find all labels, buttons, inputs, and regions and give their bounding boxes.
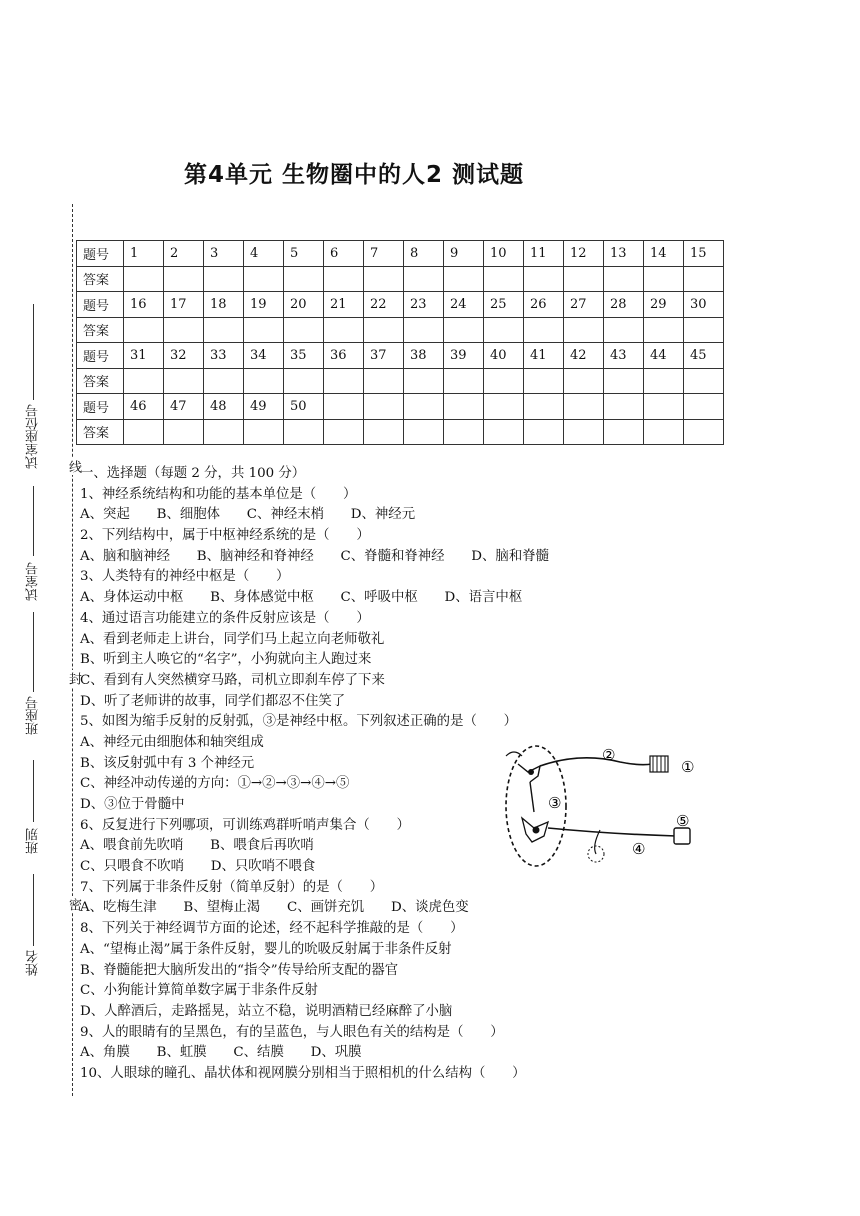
question-number-cell: 16: [124, 292, 164, 318]
question-number-cell: [404, 394, 444, 420]
label-1: ①: [681, 758, 695, 776]
question-line: 9、人的眼睛有的呈黑色，有的呈蓝色，与人眼色有关的结构是（ ）: [80, 1024, 504, 1040]
answer-cell[interactable]: [684, 419, 724, 445]
answer-cell[interactable]: [204, 317, 244, 343]
question-number-cell: 50: [284, 394, 324, 420]
question-number-cell: 45: [684, 343, 724, 369]
question-number-cell: 49: [244, 394, 284, 420]
question-number-cell: 47: [164, 394, 204, 420]
question-number-cell: 8: [404, 241, 444, 267]
question-line: 4、通过语言功能建立的条件反射应该是（ ）: [80, 610, 370, 626]
question-number-cell: 20: [284, 292, 324, 318]
exam-room-label: 试室号: [26, 562, 41, 601]
question-number-row: [77, 241, 724, 267]
receptor: [650, 756, 668, 772]
question-number-cell: 14: [644, 241, 684, 267]
name-label: 姓名: [26, 950, 41, 976]
question-line: C、看到有人突然横穿马路，司机立即刹车停了下来: [80, 672, 385, 688]
answer-cell[interactable]: [484, 266, 524, 292]
section-heading: 一、选择题（每题 2 分，共 100 分）: [80, 466, 306, 481]
question-line: A、喂食前先吹哨 B、喂食后再吹哨: [80, 838, 314, 854]
question-line: A、神经元由细胞体和轴突组成: [80, 734, 264, 750]
question-line: C、小狗能计算简单数字属于非条件反射: [80, 983, 318, 999]
answer-cell[interactable]: [164, 368, 204, 394]
question-number-cell: 35: [284, 343, 324, 369]
question-line: D、听了老师讲的故事，同学们都忍不住笑了: [80, 693, 346, 709]
answer-cell[interactable]: [164, 266, 204, 292]
question-number-cell: [324, 394, 364, 420]
answer-cell[interactable]: [364, 266, 404, 292]
question-number-cell: 38: [404, 343, 444, 369]
answer-cell[interactable]: [244, 419, 284, 445]
question-line: D、人醉酒后，走路摇晃，站立不稳，说明酒精已经麻醉了小脑: [80, 1003, 453, 1019]
binding-mark-secret: 密: [66, 898, 81, 911]
class-label: 班别: [26, 828, 41, 854]
question-number-cell: 18: [204, 292, 244, 318]
answer-cell[interactable]: [444, 266, 484, 292]
answer-row: [77, 317, 724, 343]
name-rule: [33, 486, 34, 556]
question-number-row: [77, 394, 724, 420]
answer-cell[interactable]: [484, 317, 524, 343]
question-number-cell: 48: [204, 394, 244, 420]
answer-cell[interactable]: [564, 266, 604, 292]
question-line: A、“望梅止渴”属于条件反射，婴儿的吮吸反射属于非条件反射: [80, 941, 452, 957]
answer-cell[interactable]: [324, 266, 364, 292]
question-number-cell: 13: [604, 241, 644, 267]
question-number-cell: 12: [564, 241, 604, 267]
answer-cell[interactable]: [524, 317, 564, 343]
binding-dashed-line: [72, 204, 73, 1096]
question-line: A、吃梅生津 B、望梅止渴 C、画饼充饥 D、谈虎色变: [80, 900, 469, 916]
question-line: B、听到主人唤它的“名字”，小狗就向主人跑过来: [80, 652, 372, 668]
answer-cell[interactable]: [124, 368, 164, 394]
question-number-cell: [524, 394, 564, 420]
question-number-header: 题号: [77, 343, 124, 369]
answer-cell[interactable]: [124, 419, 164, 445]
answer-row: [77, 368, 724, 394]
answer-cell[interactable]: [484, 368, 524, 394]
question-line: 8、下列关于神经调节方面的论述，经不起科学推敲的是（ ）: [80, 921, 464, 937]
question-line: A、看到老师走上讲台，同学们马上起立向老师敬礼: [80, 631, 385, 647]
question-number-cell: 42: [564, 343, 604, 369]
answer-cell[interactable]: [524, 419, 564, 445]
question-line: D、③位于骨髓中: [80, 797, 185, 812]
effector: [674, 828, 690, 844]
question-number-cell: 43: [604, 343, 644, 369]
name-rule: [33, 760, 34, 822]
answer-cell[interactable]: [364, 419, 404, 445]
answer-cell[interactable]: [684, 368, 724, 394]
answer-cell[interactable]: [604, 419, 644, 445]
question-number-cell: 40: [484, 343, 524, 369]
answer-cell[interactable]: [204, 266, 244, 292]
question-line: 10、人眼球的瞳孔、晶状体和视网膜分别相当于照相机的什么结构（ ）: [80, 1065, 526, 1081]
question-line: A、脑和脑神经 B、脑神经和脊神经 C、脊髓和脊神经 D、脑和脊髓: [80, 548, 549, 564]
question-number-cell: 28: [604, 292, 644, 318]
question-number-cell: [644, 394, 684, 420]
question-number-cell: 21: [324, 292, 364, 318]
answer-header: 答案: [77, 368, 124, 394]
answer-cell[interactable]: [324, 368, 364, 394]
question-number-cell: 24: [444, 292, 484, 318]
question-number-cell: 37: [364, 343, 404, 369]
answer-cell[interactable]: [244, 266, 284, 292]
question-number-cell: 4: [244, 241, 284, 267]
answer-cell[interactable]: [604, 368, 644, 394]
question-number-cell: 32: [164, 343, 204, 369]
answer-cell[interactable]: [164, 317, 204, 343]
answer-row: [77, 266, 724, 292]
question-number-cell: 41: [524, 343, 564, 369]
question-line: 7、下列属于非条件反射（简单反射）的是（ ）: [80, 879, 384, 895]
answer-cell[interactable]: [524, 368, 564, 394]
label-3: ③: [548, 794, 562, 812]
question-number-cell: [564, 394, 604, 420]
question-line: B、该反射弧中有 3 个神经元: [80, 755, 255, 771]
question-number-cell: 19: [244, 292, 284, 318]
binding-mark-line: 线: [66, 460, 81, 473]
question-number-cell: 6: [324, 241, 364, 267]
binding-mark-seal: 封: [66, 672, 81, 685]
answer-cell[interactable]: [284, 368, 324, 394]
name-rule: [33, 874, 34, 946]
answer-cell[interactable]: [204, 368, 244, 394]
question-number-row: [77, 292, 724, 318]
question-number-cell: 30: [684, 292, 724, 318]
name-rule: [33, 612, 34, 692]
question-number-cell: 2: [164, 241, 204, 267]
page-title: 第4单元 生物圈中的人2 测试题: [184, 162, 525, 188]
question-number-row: [77, 343, 724, 369]
answer-header: 答案: [77, 317, 124, 343]
answer-cell[interactable]: [564, 419, 604, 445]
question-line: A、角膜 B、虹膜 C、结膜 D、巩膜: [80, 1045, 362, 1061]
label-2: ②: [602, 746, 616, 764]
answer-cell[interactable]: [644, 368, 684, 394]
answer-cell[interactable]: [124, 266, 164, 292]
answer-cell[interactable]: [684, 317, 724, 343]
sensory-neuron: [506, 752, 652, 782]
question-number-cell: 39: [444, 343, 484, 369]
question-line: B、脊髓能把大脑所发出的“指令”传导给所支配的器官: [80, 962, 399, 978]
class-seat-label: 班座号: [26, 696, 41, 735]
label-5: ⑤: [676, 812, 690, 830]
answer-table: [76, 240, 724, 445]
question-number-cell: 46: [124, 394, 164, 420]
question-line: 1、神经系统结构和功能的基本单位是（ ）: [80, 486, 357, 502]
question-number-cell: 1: [124, 241, 164, 267]
answer-cell[interactable]: [324, 419, 364, 445]
question-number-cell: 34: [244, 343, 284, 369]
answer-cell[interactable]: [684, 266, 724, 292]
reflex-arc-figure: [500, 742, 700, 868]
question-number-cell: 44: [644, 343, 684, 369]
answer-cell[interactable]: [204, 419, 244, 445]
answer-cell[interactable]: [284, 266, 324, 292]
question-number-cell: 29: [644, 292, 684, 318]
answer-cell[interactable]: [164, 419, 204, 445]
question-number-header: 题号: [77, 241, 124, 267]
question-number-cell: 11: [524, 241, 564, 267]
answer-row: [77, 419, 724, 445]
motor-neuron: [522, 818, 676, 854]
question-number-cell: 22: [364, 292, 404, 318]
question-number-cell: [684, 394, 724, 420]
answer-header: 答案: [77, 419, 124, 445]
question-line: 2、下列结构中，属于中枢神经系统的是（ ）: [80, 528, 370, 544]
answer-cell[interactable]: [404, 368, 444, 394]
answer-cell[interactable]: [444, 419, 484, 445]
answer-cell[interactable]: [564, 368, 604, 394]
answer-cell[interactable]: [284, 419, 324, 445]
question-number-cell: 5: [284, 241, 324, 267]
question-number-cell: 36: [324, 343, 364, 369]
answer-cell[interactable]: [604, 317, 644, 343]
question-line: 5、如图为缩手反射的反射弧，③是神经中枢。下列叙述正确的是（ ）: [80, 714, 518, 730]
question-number-cell: [444, 394, 484, 420]
answer-cell[interactable]: [644, 266, 684, 292]
answer-cell[interactable]: [484, 419, 524, 445]
question-line: 3、人类特有的神经中枢是（ ）: [80, 569, 290, 585]
answer-cell[interactable]: [404, 266, 444, 292]
answer-cell[interactable]: [604, 266, 644, 292]
answer-cell[interactable]: [364, 368, 404, 394]
question-number-cell: 7: [364, 241, 404, 267]
question-number-cell: 15: [684, 241, 724, 267]
question-number-cell: 17: [164, 292, 204, 318]
answer-cell[interactable]: [644, 317, 684, 343]
question-line: A、突起 B、细胞体 C、神经末梢 D、神经元: [80, 507, 416, 523]
label-4: ④: [632, 840, 646, 858]
answer-cell[interactable]: [404, 317, 444, 343]
question-number-cell: 3: [204, 241, 244, 267]
name-rule: [33, 304, 34, 400]
question-number-cell: [364, 394, 404, 420]
question-line: C、神经冲动传递的方向：①→②→③→④→⑤: [80, 776, 350, 792]
answer-cell[interactable]: [644, 419, 684, 445]
question-number-cell: 9: [444, 241, 484, 267]
answer-cell[interactable]: [364, 317, 404, 343]
answer-cell[interactable]: [324, 317, 364, 343]
answer-cell[interactable]: [244, 317, 284, 343]
question-line: 6、反复进行下列哪项，可训练鸡群听哨声集合（ ）: [80, 817, 410, 833]
answer-header: 答案: [77, 266, 124, 292]
question-number-cell: 23: [404, 292, 444, 318]
exam-room-seat-label: 试室座位号: [26, 404, 41, 469]
interneuron: [530, 782, 534, 812]
answer-cell[interactable]: [564, 317, 604, 343]
question-line: A、身体运动中枢 B、身体感觉中枢 C、呼吸中枢 D、语言中枢: [80, 590, 523, 606]
question-number-cell: [484, 394, 524, 420]
question-number-cell: 27: [564, 292, 604, 318]
question-line: C、只喂食不吹哨 D、只吹哨不喂食: [80, 859, 316, 875]
answer-cell[interactable]: [244, 368, 284, 394]
answer-cell[interactable]: [444, 368, 484, 394]
question-number-cell: [604, 394, 644, 420]
question-number-cell: 33: [204, 343, 244, 369]
question-number-header: 题号: [77, 292, 124, 318]
answer-cell[interactable]: [284, 317, 324, 343]
question-number-cell: 25: [484, 292, 524, 318]
answer-cell[interactable]: [124, 317, 164, 343]
answer-cell[interactable]: [524, 266, 564, 292]
question-number-cell: 31: [124, 343, 164, 369]
question-number-header: 题号: [77, 394, 124, 420]
answer-cell[interactable]: [404, 419, 444, 445]
answer-cell[interactable]: [444, 317, 484, 343]
question-number-cell: 26: [524, 292, 564, 318]
question-number-cell: 10: [484, 241, 524, 267]
